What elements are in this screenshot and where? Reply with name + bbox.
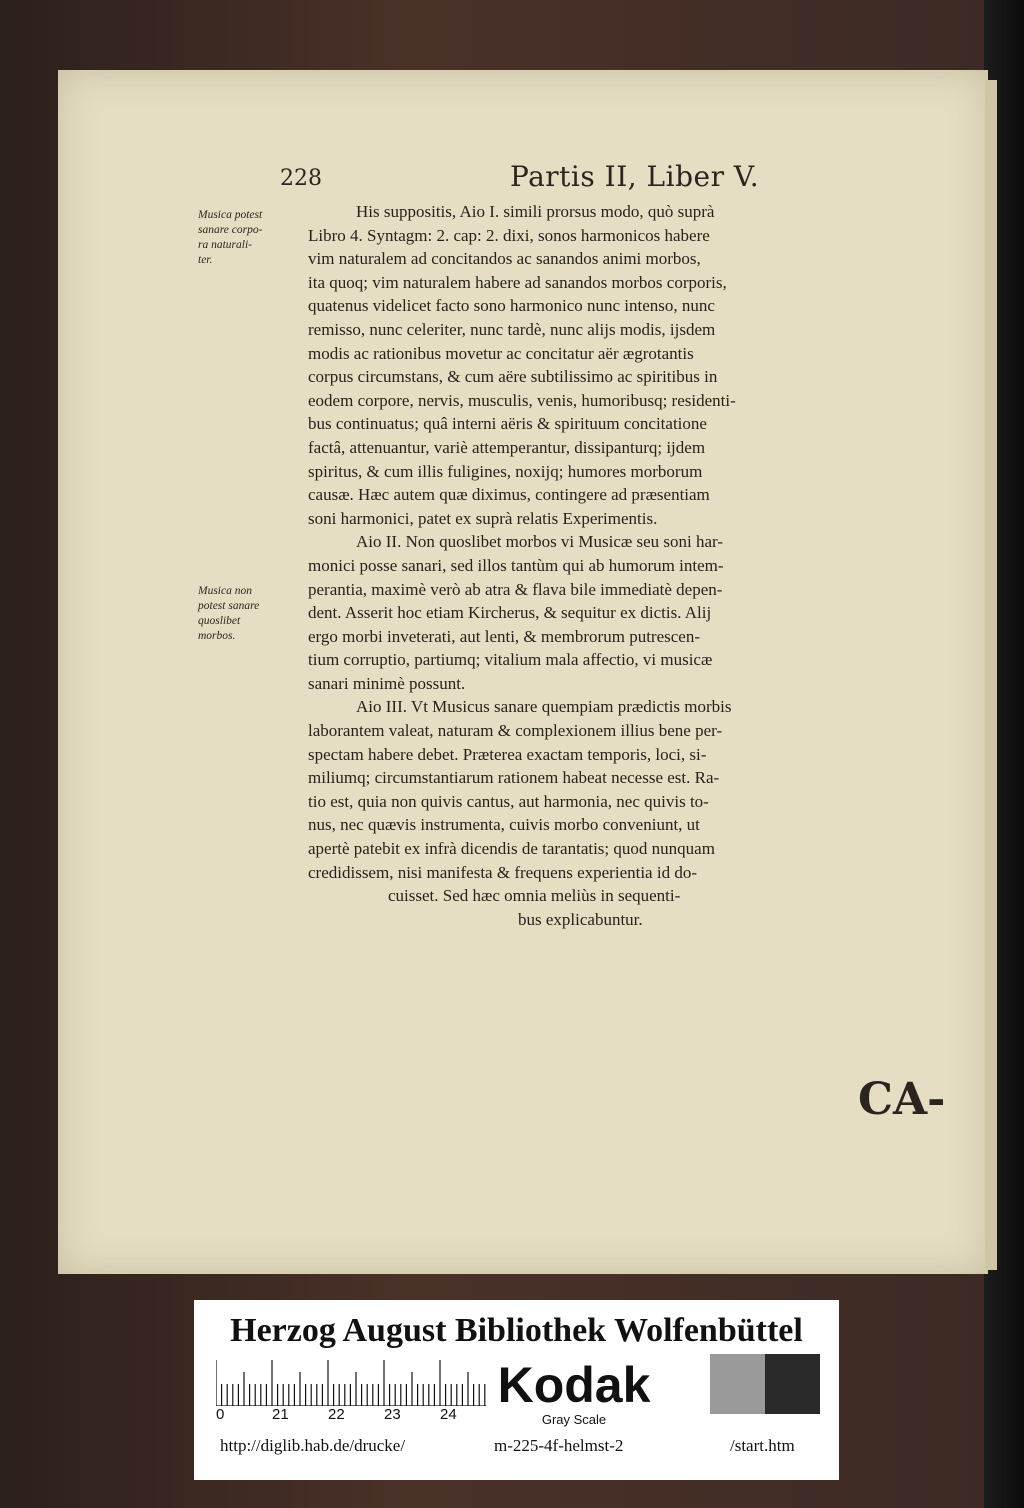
gray-patch-dark [765,1354,820,1414]
text-line: nus, nec quævis instrumenta, cuivis morbo conveniunt, ut [308,815,700,835]
scale-ruler-icon [216,1360,486,1406]
ruler-number: 22 [328,1406,345,1423]
margin-note-line: Musica non [198,585,252,597]
text-line: factâ, attenuantur, variè attemperantur, dissipanturq; ijdem [308,437,706,457]
paragraph-aio-2 [308,530,948,695]
margin-note-line: ra naturali- [198,239,252,251]
text-line: spectam habere debet. Præterea exactam temporis, loci, si- [308,744,707,764]
text-line: Libro 4. Syntagm: 2. cap: 2. dixi, sonos harmonicos habere [308,225,710,245]
text-line: corpus circumstans, & cum aëre subtilissimo ac spiritibus in [308,367,718,387]
text-line: ergo morbi inveterati, aut lenti, & membrorum putrescen- [308,626,700,646]
text-line: Aio III. Vt Musicus sanare quempiam prædictis morbis [356,697,732,717]
margin-note-line: Musica potest [198,209,263,221]
text-line: credidissem, nisi manifesta & frequens experientia id do- [308,862,697,882]
label-url: http://diglib.hab.de/drucke/ [220,1436,406,1455]
text-line: soni harmonici, patet ex suprà relatis Experimentis. [308,508,658,528]
text-line: quatenus videlicet facto sono harmonico nunc intenso, nunc [308,296,715,316]
text-line: spiritus, & cum illis fuligines, noxijq; humores morborum [308,461,703,481]
margin-note-line: sanare corpo- [198,224,263,236]
gray-scale-caption: Gray Scale [541,1412,607,1427]
library-label [194,1300,839,1480]
label-shelfmark: m-225-4f-helmst-2 [494,1436,624,1455]
text-line: tium corruptio, partiumq; vitalium mala affectio, vi musicæ [308,650,713,670]
text-line: modis ac rationibus movetur ac concitatur aër ægrotantis [308,343,694,363]
text-line: bus continuatus; quâ interni aëris & spirituum concitatione [308,414,707,434]
margin-note-line: ter. [198,254,213,266]
ruler-number: 23 [384,1406,401,1423]
catchword: CA- [858,1074,946,1125]
label-start: /start.htm [730,1436,795,1455]
book-page [58,70,988,1274]
text-line: bus explicabuntur. [518,909,643,929]
ruler-number: 21 [272,1406,289,1423]
page-number: 228 [280,166,322,191]
text-line: His suppositis, Aio I. simili prorsus modo, quò suprà [356,202,715,221]
text-line: dent. Asserit hoc etiam Kircherus, & sequitur ex dictis. Alij [308,603,712,623]
text-line: cuisset. Sed hæc omnia meliùs in sequenti- [388,886,681,906]
text-line: ita quoq; vim naturalem habere ad sanandos morbos corporis, [308,272,727,292]
running-head: Partis II, Liber V. [510,160,760,193]
text-line: remisso, nunc celeriter, nunc tardè, nunc alijs modis, ijsdem [308,319,716,339]
library-title: Herzog August Bibliothek Wolfenbüttel [230,1312,803,1349]
text-line: causæ. Hæc autem quæ diximus, contingere ad præsentiam [308,485,710,505]
text-line: monici posse sanari, sed illos tantùm qui ab humorum intem- [308,555,724,575]
text-line: sanari minimè possunt. [308,673,466,693]
text-line: apertè patebit ex infrà dicendis de tarantatis; quod nunquam [308,839,715,859]
text-line: perantia, maximè verò ab atra & flava bile immediatè depen- [308,579,723,599]
text-line: tio est, quia non quivis cantus, aut harmonia, nec quivis to- [308,791,709,811]
page-header [58,160,988,196]
text-line: vim naturalem ad concitandos ac sanandos animi morbos, [308,249,701,269]
page-edge [985,80,997,1270]
margin-note-line: morbos. [198,630,236,642]
margin-note-2 [198,584,294,644]
gray-patch-light [710,1354,765,1414]
body-text [308,200,948,931]
text-line: miliumq; circumstantiarum rationem habeat necesse est. Ra- [308,768,720,788]
paragraph-aio-3 [308,695,948,931]
margin-note-1 [198,208,294,268]
text-line: laborantem valeat, naturam & complexionem illius bene per- [308,721,723,741]
text-line: Aio II. Non quoslibet morbos vi Musicæ seu soni har- [356,532,724,552]
margin-note-line: potest sanare [198,600,260,612]
text-line: eodem corpore, nervis, musculis, venis, humoribusq; residenti- [308,390,736,410]
ruler-numbers [216,1406,486,1426]
ruler-number: 0 [216,1406,225,1423]
margin-note-line: quoslibet [198,615,241,627]
paragraph-aio-1 [308,200,948,530]
ruler-number: 24 [440,1406,457,1423]
kodak-logo: Kodak [497,1357,651,1413]
